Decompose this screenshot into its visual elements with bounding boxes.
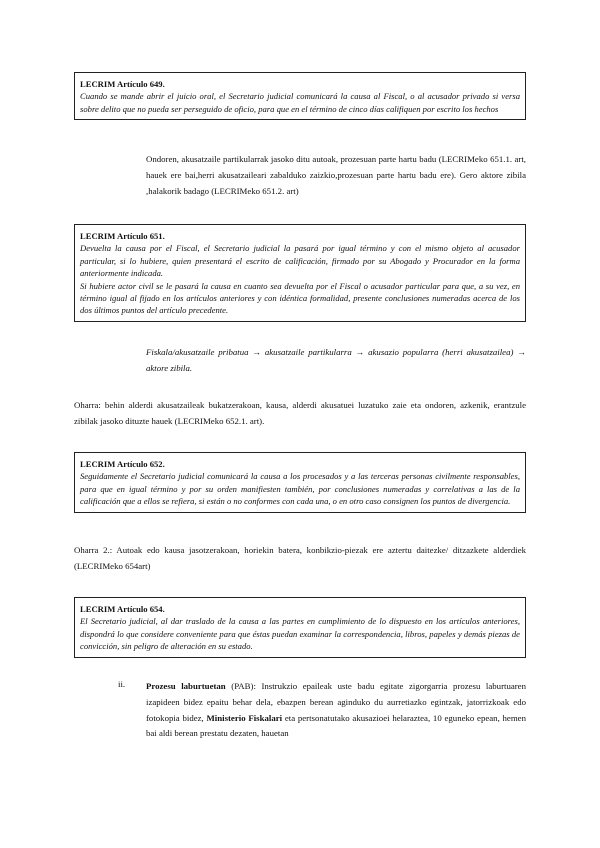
note-1: Oharra: behin alderdi akusatzaileak bukatzerakoan, kausa, alderdi akusatuei luzatuko zaie eta ondoren, azkenik, erantzule zibilak jasoko dituzte hauek (LECRIMeko 652.1. art). [74, 400, 526, 426]
quote-title: LECRIM Artículo 654. [80, 604, 165, 614]
bold-term: Ministerio Fiskalari [206, 712, 283, 723]
quote-box-652 [74, 452, 526, 513]
quote-text-2: Si hubiere actor civil se le pasará la causa en cuanto sea devuelta por el Fiscal o acusador particular para que, a su vez, en término igual al fijado en los artículos anteriores y con idéntica formalidad, presente conclusiones numeradas acerca de los dos últimos puntos del artículo precedente. [80, 280, 520, 316]
quote-text: El Secretario judicial, al dar traslado de la causa a las partes en cumplimiento de lo dispuesto en los artículos anteriores, dispondrá lo que considere conveniente para que éstas puedan examinar la correspondencia, libros, papeles y demás piezas de convicción, sin peligro de alteración en su estado. [80, 616, 520, 652]
list-item-ii: Prozesu laburtuetan (PAB): Instrukzio epaileak uste badu egitate zigorgarria prozesu laburtuaren izapideen bidez epaitu behar dela, ebazpen berean aginduko du aurretiazko egintzak, jatorrizkoak edo fotokopia bidez, Ministerio Fiskalari eta pertsonatutako akusazioei helaraztea, 10 eguneko epean, hemen bai aldi berean prestatu dezaten, hauetan [146, 681, 526, 739]
list-number: ii. [118, 679, 126, 689]
quote-text: Seguidamente el Secretario judicial comunicará la causa a los procesados y a las terceras personas civilmente responsables, para que en igual término y por su orden manifiesten también, por conclusiones numeradas y correlativas a las de la calificación que a ellos se refiera, si están o no conformes con cada una, o en otro caso consignen los puntos de divergencia. [80, 471, 520, 507]
quote-title: LECRIM Artículo 649. [80, 79, 165, 89]
quote-text: Cuando se mande abrir el juicio oral, el Secretario judicial comunicará la causa al Fiscal, o al acusador privado si versa sobre delito que no pueda ser perseguido de oficio, para que en el término de cinco días califiquen por escrito los hechos [80, 91, 520, 114]
note-2: Oharra 2.: Autoak edo kausa jasotzerakoan, horiekin batera, konbikzio-piezak ere aztertu daitezke/ ditzazkete alderdiek (LECRIMeko 654art) [74, 545, 526, 571]
quote-box-651 [74, 224, 526, 322]
quote-text-1: Devuelta la causa por el Fiscal, el Secretario judicial la pasará por igual término y con el mismo objeto al acusador particular, si lo hubiere, quien presentará el escrito de calificación, firmado por su Abogado y Procurador en la forma anteriormente indicada. [80, 243, 520, 279]
bold-term: Prozesu laburtuetan [146, 681, 226, 691]
paragraph-1: Ondoren, akusatzaile partikularrak jasoko ditu autoak, prozesuan parte hartu badu (LECRIMeko 651.1. art, hauek ere bai,herri akusatzaileari zabalduko zaizkio,prozesuan parte hartu badu ere). Gero aktore zibila ,halakorik badago (LECRIMeko 651.2. art) [146, 154, 526, 196]
quote-title: LECRIM Artículo 652. [80, 459, 165, 469]
procedure-flow: Fiskala/akusatzaile pribatua → akusatzaile partikularra → akusazio popularra (herri akusatzailea) → aktore zibila. [146, 347, 526, 373]
quote-box-649 [74, 72, 526, 120]
quote-title: LECRIM Artículo 651. [80, 231, 165, 241]
quote-box-654 [74, 597, 526, 658]
